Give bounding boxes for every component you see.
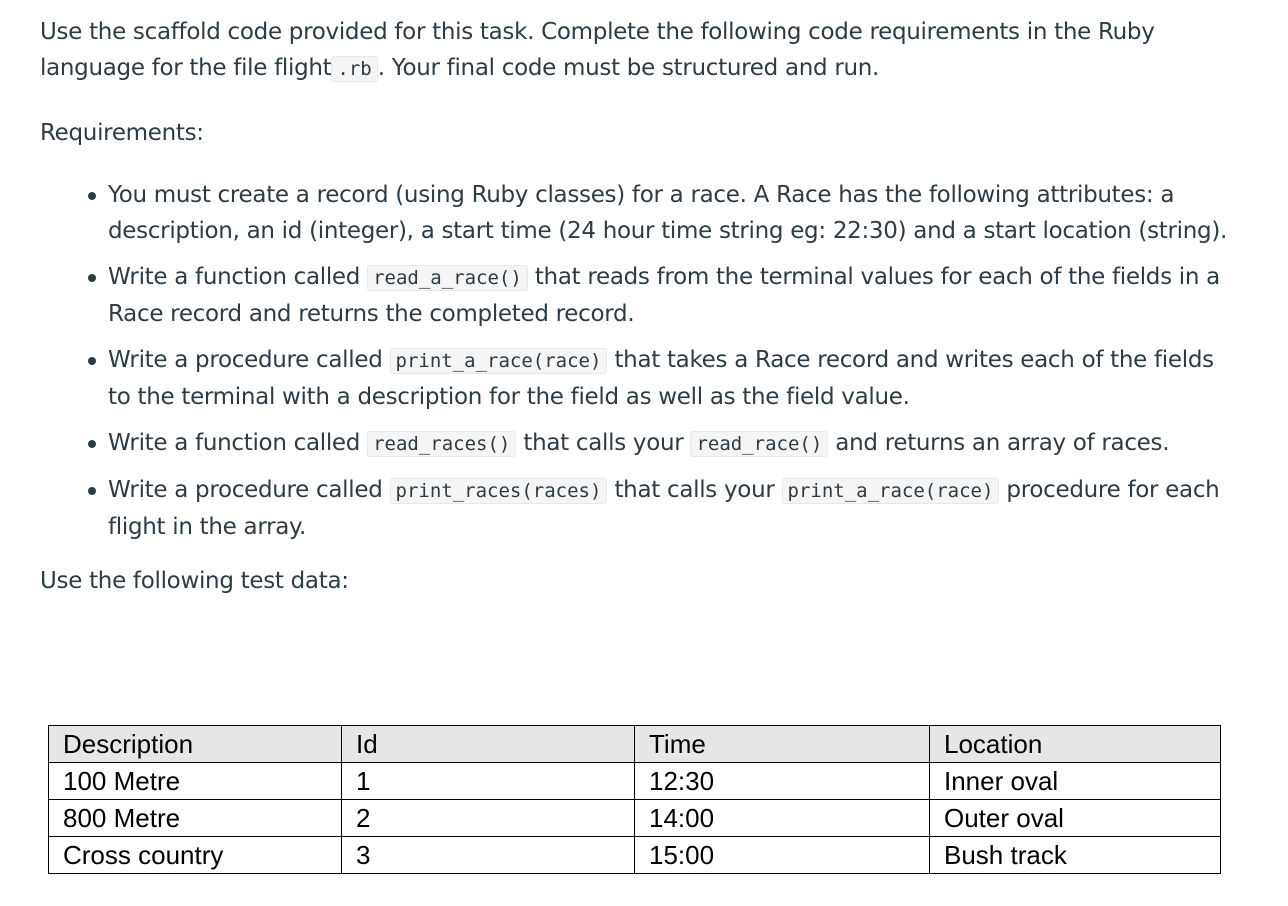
intro-text-end: . Your final code must be structured and run. xyxy=(377,55,880,81)
column-header-time: Time xyxy=(635,726,930,763)
table-cell: 14:00 xyxy=(635,800,930,837)
table-cell: 3 xyxy=(342,837,635,874)
intro-text: Use the scaffold code provided for this task. Complete the following code requirements in the Ruby language for the file flight xyxy=(40,19,1155,81)
requirement-text: that calls your xyxy=(516,430,691,456)
list-item xyxy=(108,342,1248,415)
function-name-code: print_races(races) xyxy=(390,478,608,504)
test-data-table xyxy=(48,725,1221,874)
table-row xyxy=(49,763,1221,800)
table-cell: 2 xyxy=(342,800,635,837)
column-header-description: Description xyxy=(49,726,342,763)
requirement-text: and returns an array of races. xyxy=(828,430,1170,456)
requirement-text: You must create a record (using Ruby classes) for a race. A Race has the following attributes: a description, an id (integer), a start time (24 hour time string eg: 22:30) and a start location (string). xyxy=(108,182,1228,244)
requirements-list xyxy=(40,177,1248,545)
function-name-code: read_race() xyxy=(690,431,828,457)
requirement-text: Write a function called xyxy=(108,430,368,456)
table-row xyxy=(49,837,1221,874)
column-header-location: Location xyxy=(930,726,1221,763)
requirement-text: procedure for each flight in the array. xyxy=(108,477,1220,540)
intro-paragraph xyxy=(40,14,1248,87)
function-name-code: print_a_race(race) xyxy=(782,478,1000,504)
file-extension-code: .rb xyxy=(331,56,377,82)
bullet-icon xyxy=(88,440,96,448)
requirement-text: Write a procedure called xyxy=(108,477,390,503)
requirement-text: that calls your xyxy=(607,477,782,503)
table-cell: Bush track xyxy=(930,837,1221,874)
list-item xyxy=(108,425,1248,462)
requirement-text: Write a function called xyxy=(108,264,368,290)
table-cell: 800 Metre xyxy=(49,800,342,837)
list-item xyxy=(108,177,1248,249)
list-item xyxy=(108,259,1248,332)
table-cell: 100 Metre xyxy=(49,763,342,800)
table-cell: 1 xyxy=(342,763,635,800)
table-row xyxy=(49,800,1221,837)
function-name-code: read_a_race() xyxy=(367,265,528,291)
bullet-icon xyxy=(88,357,96,365)
requirements-heading: Requirements: xyxy=(40,120,204,146)
bullet-icon xyxy=(88,487,96,495)
requirement-text: Write a procedure called xyxy=(108,347,390,373)
requirement-text: that takes a Race record and writes each of the fields to the terminal with a description for the field as well as the field value. xyxy=(108,347,1214,410)
table-cell: Outer oval xyxy=(930,800,1221,837)
table-cell: Inner oval xyxy=(930,763,1221,800)
requirement-text: that reads from the terminal values for each of the fields in a Race record and returns the completed record. xyxy=(108,264,1220,327)
column-header-id: Id xyxy=(342,726,635,763)
table-header-row xyxy=(49,726,1221,763)
table-cell: 12:30 xyxy=(635,763,930,800)
table-cell: Cross country xyxy=(49,837,342,874)
function-name-code: read_races() xyxy=(367,431,516,457)
bullet-icon xyxy=(88,192,96,200)
test-data-heading: Use the following test data: xyxy=(40,568,349,594)
bullet-icon xyxy=(88,274,96,282)
list-item xyxy=(108,472,1248,545)
function-name-code: print_a_race(race) xyxy=(390,348,608,374)
table-cell: 15:00 xyxy=(635,837,930,874)
